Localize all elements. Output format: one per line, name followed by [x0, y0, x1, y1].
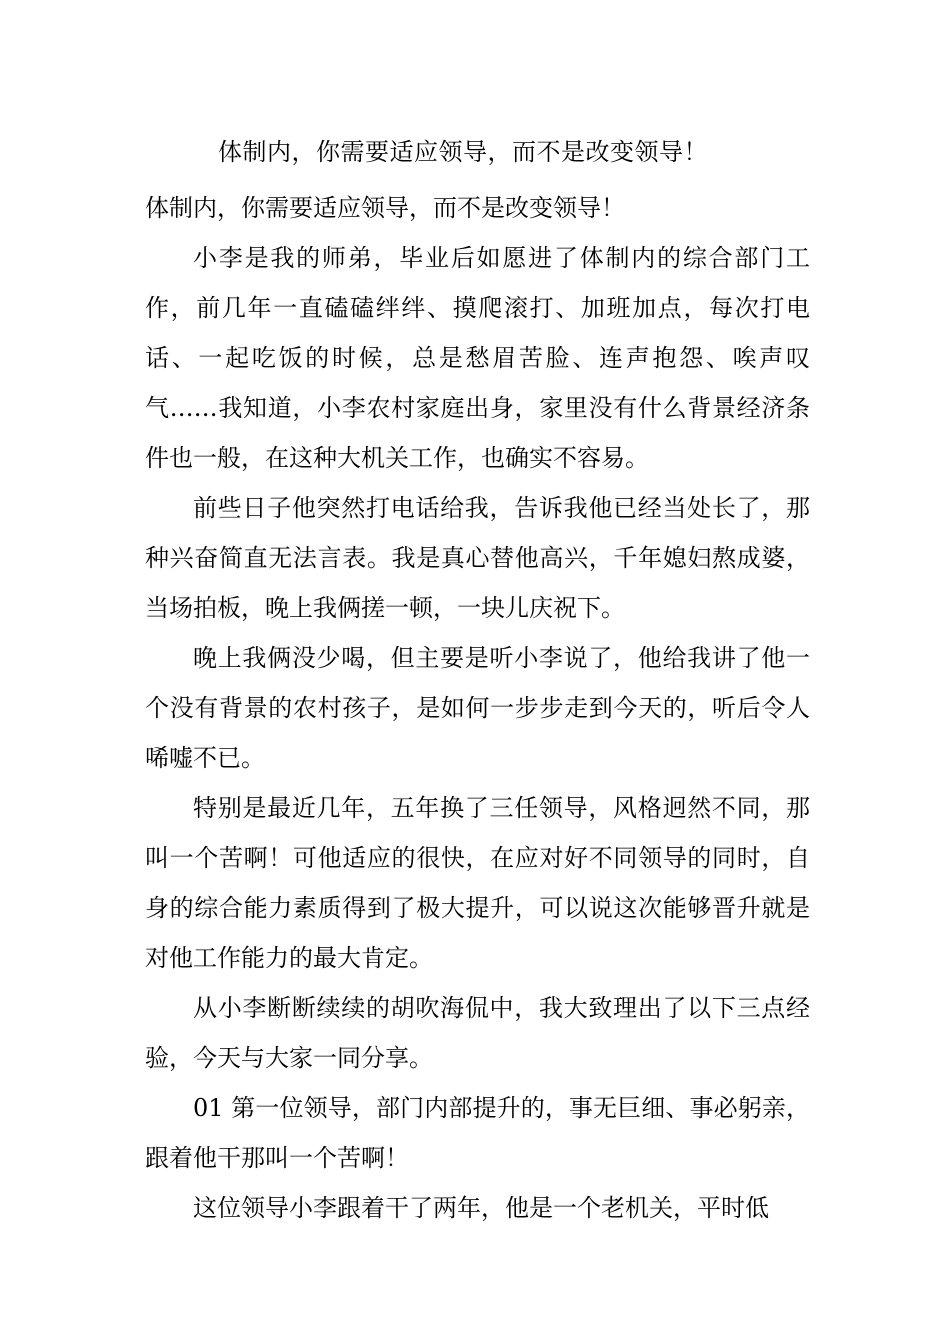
- paragraph-repeated-title: 体制内，你需要适应领导，而不是改变领导！: [145, 194, 625, 222]
- paragraph: 小李是我的师弟，毕业后如愿进了体制内的综合部门工作，前几年一直磕磕绊绊、摸爬滚打、加班加点，每次打电话、一起吃饭的时候，总是愁眉苦脸、连声抱怨、唉声叹气……我知道，小李农村家庭出身，家里没有什么背景经济条件也一般，在这种大机关工作，也确实不容易。: [145, 244, 810, 472]
- paragraph: 这位领导小李跟着干了两年，他是一个老机关，平时低: [193, 1194, 769, 1222]
- paragraph: 特别是最近几年，五年换了三任领导，风格迥然不同，那叫一个苦啊！可他适应的很快，在应对好不同领导的同时，自身的综合能力素质得到了极大提升，可以说这次能够晋升就是对他工作能力的最大肯定。: [145, 794, 810, 972]
- paragraph: 晚上我俩没少喝，但主要是听小李说了，他给我讲了他一个没有背景的农村孩子，是如何一步步走到今天的，听后令人唏嘘不已。: [145, 644, 810, 772]
- paragraph: 前些日子他突然打电话给我，告诉我他已经当处长了，那种兴奋简直无法言表。我是真心替他高兴，千年媳妇熬成婆，当场拍板，晚上我俩搓一顿，一块儿庆祝下。: [145, 494, 810, 622]
- paragraph: 从小李断断续续的胡吹海侃中，我大致理出了以下三点经验，今天与大家一同分享。: [145, 994, 810, 1072]
- document-body: [145, 183, 810, 1233]
- section-heading-01: 01 第一位领导，部门内部提升的，事无巨细、事必躬亲，跟着他干那叫一个苦啊！: [145, 1094, 810, 1172]
- document-title: 体制内，你需要适应领导，而不是改变领导！: [218, 138, 708, 166]
